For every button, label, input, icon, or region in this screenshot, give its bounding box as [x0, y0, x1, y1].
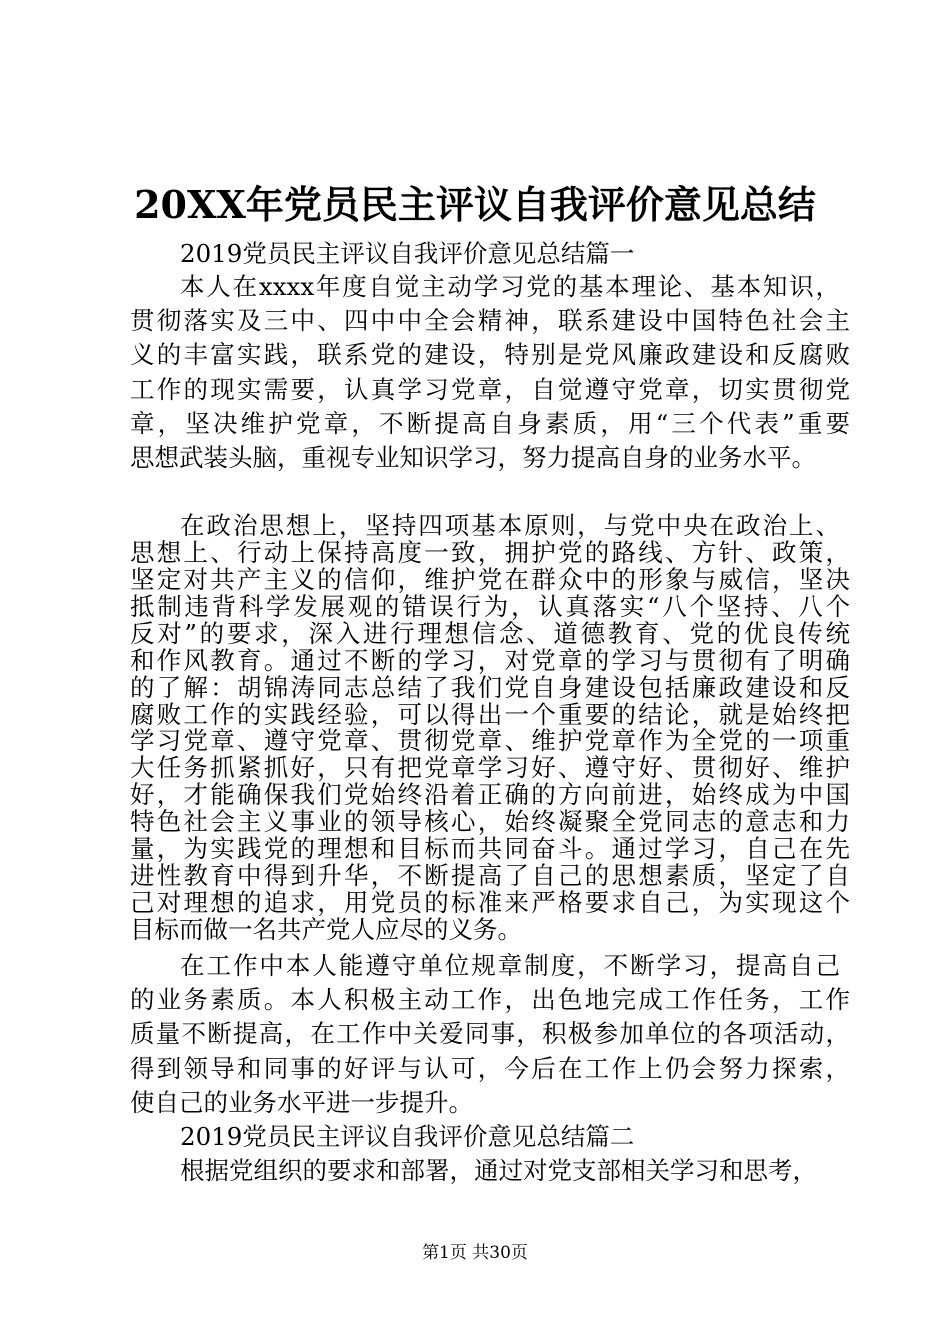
paragraph-line: 抵制违背科学发展观的错误行为，认真落实“八个坚持、八个	[130, 592, 850, 621]
paragraph-line: 大任务抓紧抓好，只有把党章学习好、遵守好、贯彻好、维护	[130, 753, 850, 782]
paragraph-line: 的业务素质。本人积极主动工作，出色地完成工作任务，工作	[130, 985, 850, 1014]
paragraph-line: 义的丰富实践，联系党的建设，特别是党风廉政建设和反腐败	[130, 340, 850, 369]
paragraph-line: 思想武装头脑，重视专业知识学习，努力提高自身的业务水平。	[130, 443, 816, 472]
paragraph-line: 在政治思想上，坚持四项基本原则，与党中央在政治上、	[180, 511, 840, 540]
paragraph-line: 根据党组织的要求和部署，通过对党支部相关学习和思考，	[180, 1156, 817, 1185]
paragraph-line: 学习党章、遵守党章、贯彻党章、维护党章作为全党的一项重	[130, 726, 850, 755]
paragraph-line: 目标而做一名共产党人应尽的义务。	[130, 915, 522, 944]
paragraph-line: 本人在xxxx年度自觉主动学习党的基本理论、基本知识，	[180, 272, 840, 301]
page-number-footer: 第1页 共30页	[422, 1243, 528, 1263]
paragraph-line: 使自己的业务水平进一步提升。	[130, 1088, 473, 1117]
document-title: 20XX年党员民主评议自我评价意见总结	[134, 182, 816, 227]
paragraph-line: 得到领导和同事的好评与认可，今后在工作上仍会努力探索，	[130, 1054, 850, 1083]
paragraph-line: 腐败工作的实践经验，可以得出一个重要的结论，就是始终把	[130, 700, 850, 729]
section-heading: 2019党员民主评议自我评价意见总结篇二	[180, 1122, 635, 1151]
paragraph-line: 己对理想的追求，用党员的标准来严格要求自己，为实现这个	[130, 888, 850, 917]
paragraph-line: 好，才能确保我们党始终沿着正确的方向前进，始终成为中国	[130, 780, 850, 809]
paragraph-line: 贯彻落实及三中、四中中全会精神，联系建设中国特色社会主	[130, 306, 850, 335]
paragraph-line: 反对”的要求，深入进行理想信念、道德教育、党的优良传统	[130, 619, 850, 648]
paragraph-line: 章，坚决维护党章，不断提高自身素质，用“三个代表”重要	[130, 409, 850, 438]
paragraph-line: 和作风教育。通过不断的学习，对党章的学习与贯彻有了明确	[130, 646, 850, 675]
paragraph-line: 工作的现实需要，认真学习党章，自觉遵守党章，切实贯彻党	[130, 375, 850, 404]
paragraph-line: 量，为实践党的理想和目标而共同奋斗。通过学习，自己在先	[130, 834, 850, 863]
paragraph-line: 特色社会主义事业的领导核心，始终凝聚全党同志的意志和力	[130, 807, 850, 836]
section-heading: 2019党员民主评议自我评价意见总结篇一	[180, 239, 635, 268]
paragraph-line: 在工作中本人能遵守单位规章制度，不断学习，提高自己	[180, 951, 840, 980]
paragraph-line: 思想上、行动上保持高度一致，拥护党的路线、方针、政策，	[130, 538, 850, 567]
paragraph-line: 质量不断提高，在工作中关爱同事，积极参加单位的各项活动，	[130, 1019, 850, 1048]
paragraph-line: 坚定对共产主义的信仰，维护党在群众中的形象与威信，坚决	[130, 565, 850, 594]
paragraph-line: 进性教育中得到升华，不断提高了自己的思想素质，坚定了自	[130, 861, 850, 890]
paragraph-line: 的了解：胡锦涛同志总结了我们党自身建设包括廉政建设和反	[130, 673, 850, 702]
